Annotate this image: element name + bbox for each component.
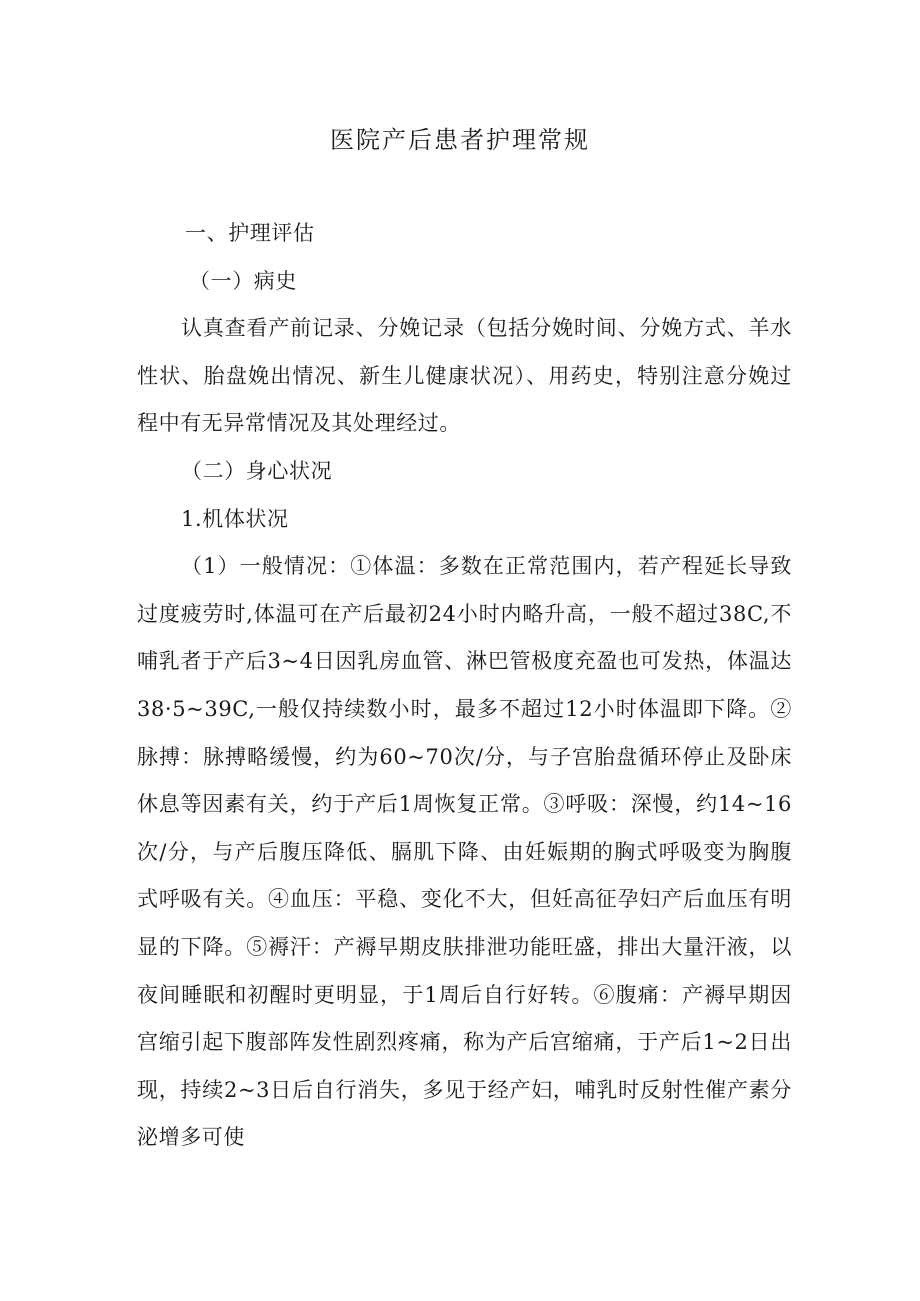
section-heading-assessment: 一、护理评估: [185, 221, 315, 245]
subsection-heading-condition: （二）身心状况: [181, 458, 333, 483]
subsection-heading-history: （一）病史: [189, 268, 297, 293]
paragraph-history: 认真查看产前记录、分娩记录（包括分娩时间、分娩方式、羊水性状、胎盘娩出情况、新生儿健康状况）、用药史，特别注意分娩过程中有无异常情况及其处理经过。: [137, 316, 792, 436]
paragraph-general-condition: （1）一般情况：①体温：多数在正常范围内，若产程延长导致过度疲劳时,体温可在产后最初24小时内略升高，一般不超过38C,不哺乳者于产后3~4日因乳房血管、淋巴管极度充盈也可发热，体温达38·5~39C,一般仅持续数小时，最多不超过12小时体温即下降。②脉搏：脉搏略缓慢，约为60~70次/分，与子宫胎盘循环停止及卧床休息等因素有关，约于产后1周恢复正常。③呼吸：深慢，约14~16次/分，与产后腹压降低、膈肌下降、由妊娠期的胸式呼吸变为胸腹式呼吸有关。④血压：平稳、变化不大，但妊高征孕妇产后血压有明显的下降。⑤褥汗：产褥早期皮肤排泄功能旺盛，排出大量汗液，以夜间睡眠和初醒时更明显，于1周后自行好转。⑥腹痛：产褥早期因宫缩引起下腹部阵发性剧烈疼痛，称为产后宫缩痛，于产后1~2日出现，持续2~3日后自行消失，多见于经产妇，哺乳时反射性催产素分泌增多可使: [137, 554, 792, 1150]
document-body: [137, 210, 792, 1162]
item-heading-body-condition: 1.机体状况: [181, 506, 289, 531]
page-title: 医院产后患者护理常规: [330, 126, 590, 154]
